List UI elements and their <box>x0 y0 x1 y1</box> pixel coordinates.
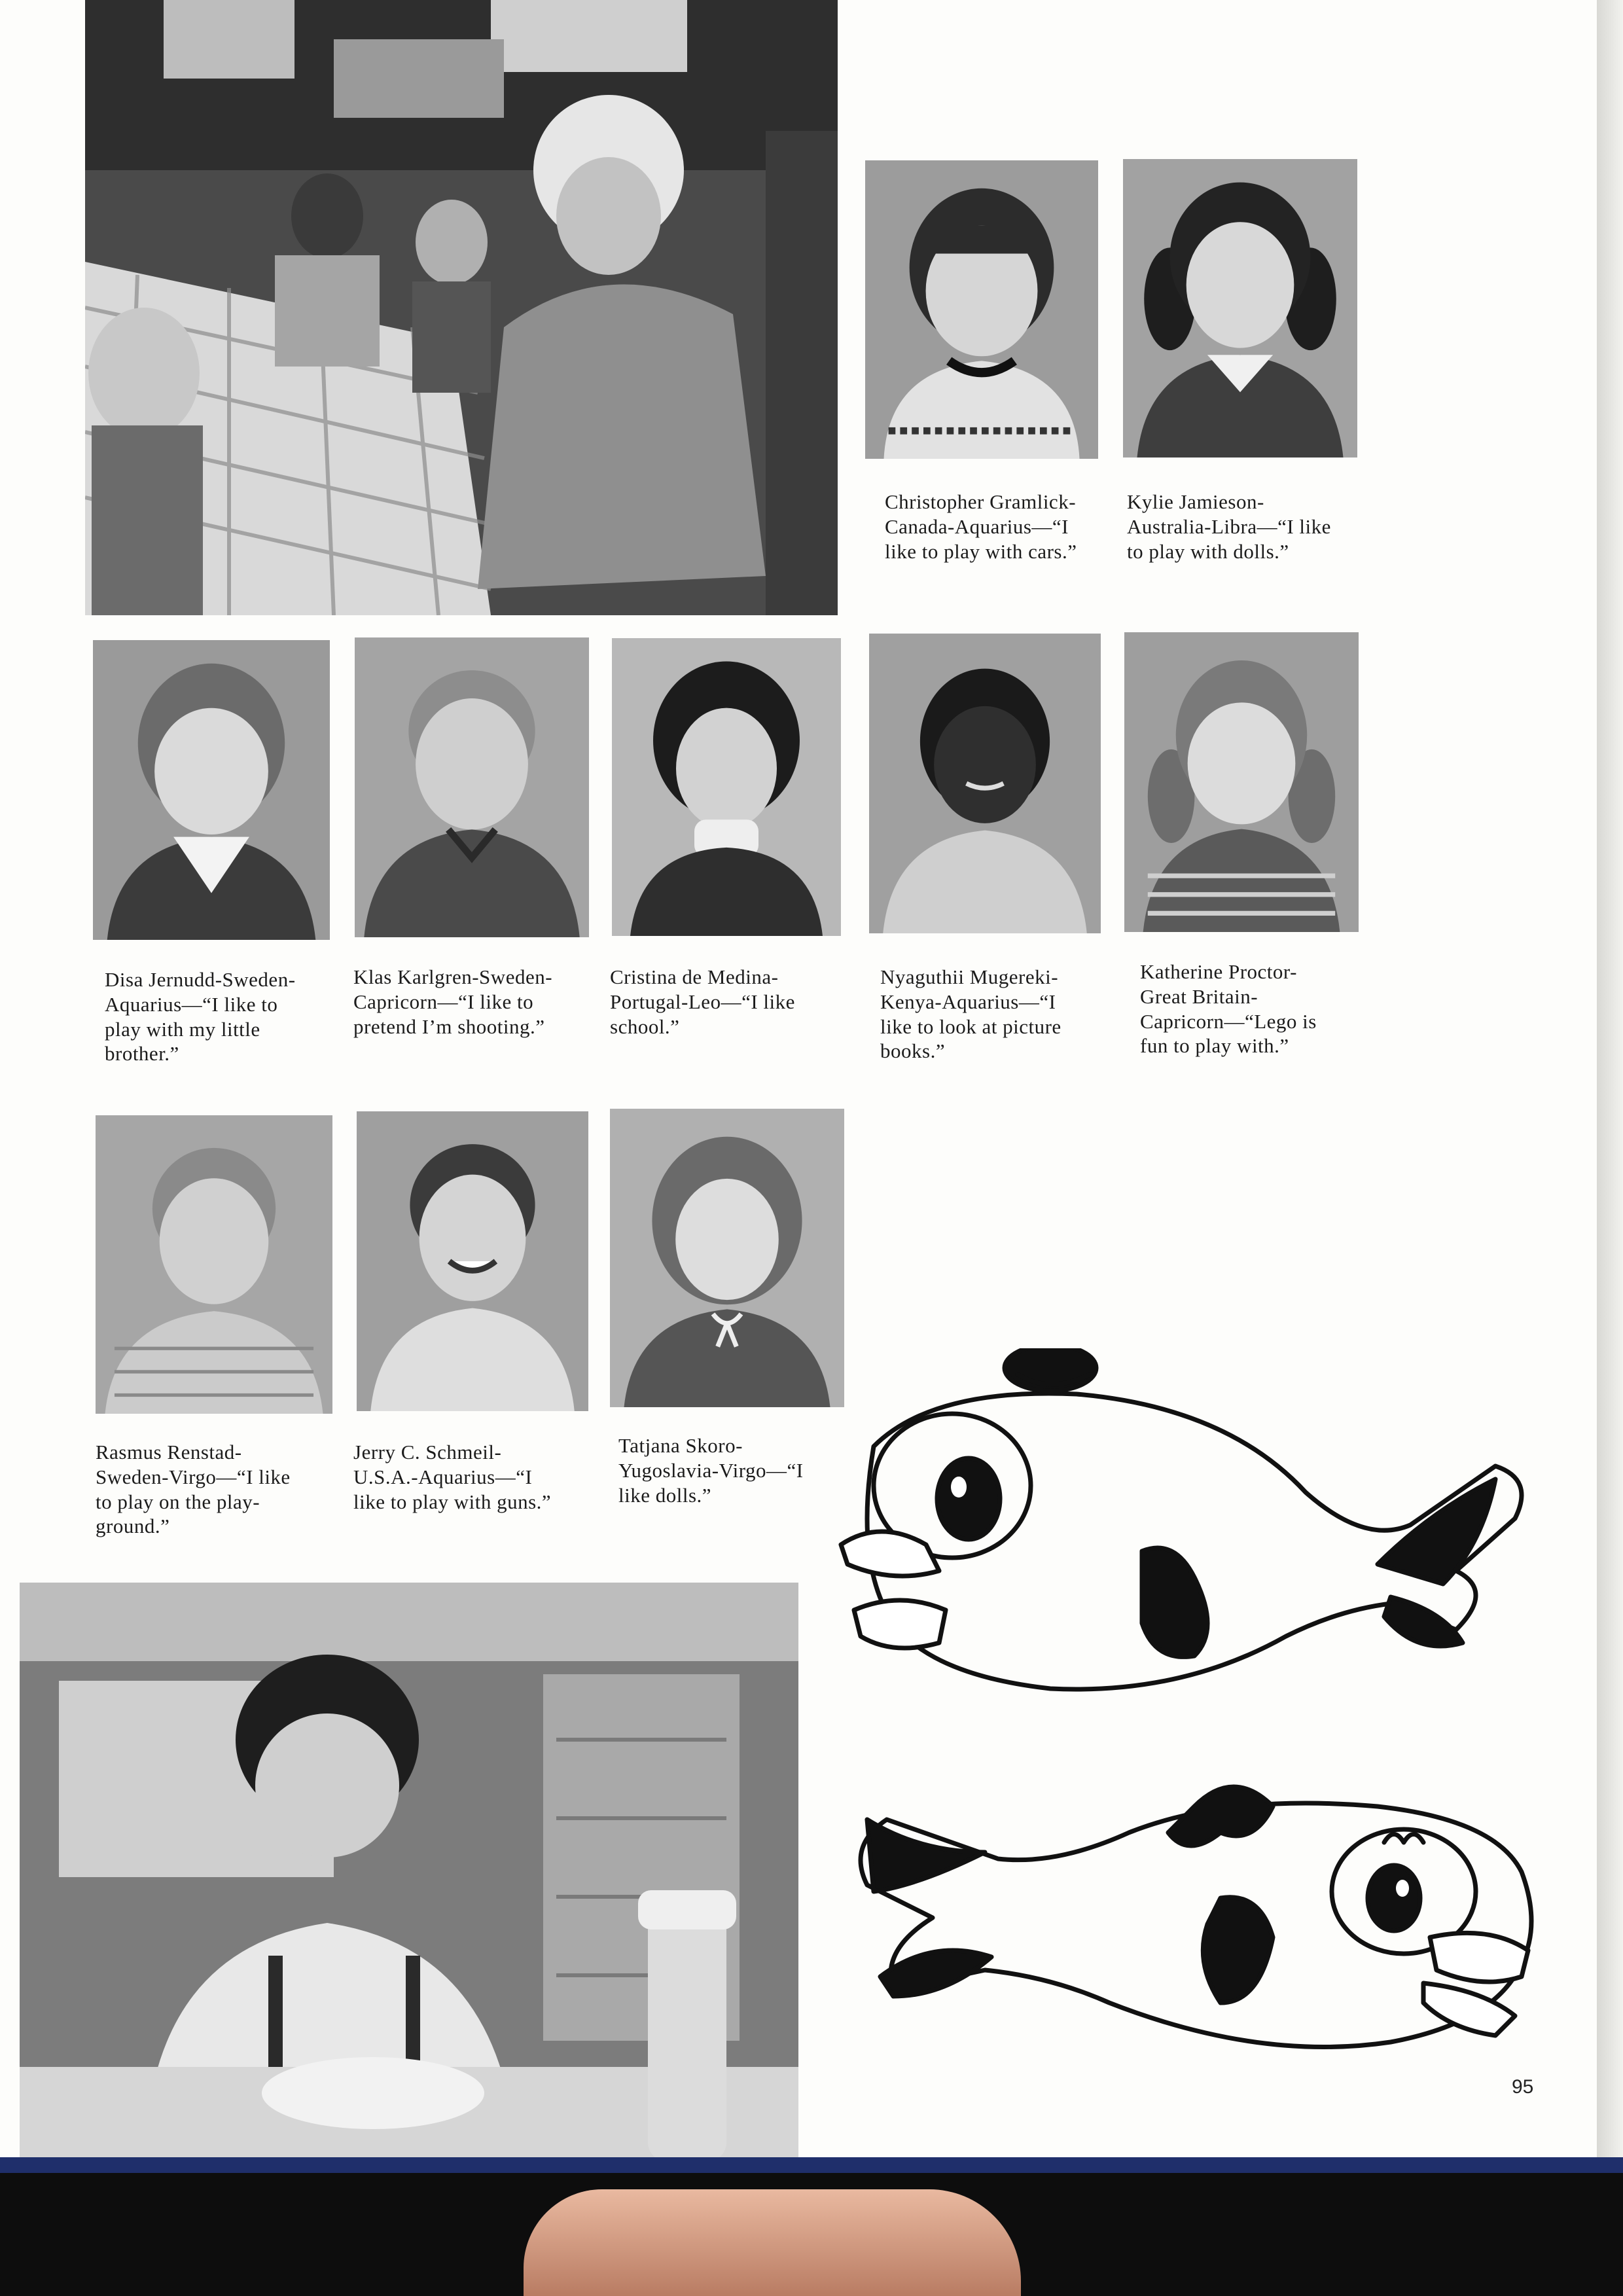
caption-mugereki: Nyaguthii Mugereki- Kenya-Aquarius—“I like to look at picture books.” <box>880 965 1061 1063</box>
portrait-medina <box>612 638 841 936</box>
caption-schmeil: Jerry C. Schmeil- U.S.A.-Aquarius—“I like to play with guns.” <box>353 1441 552 1513</box>
upper-fish <box>841 1348 1522 1689</box>
caption-skoro: Tatjana Skoro- Yugoslavia-Virgo—“I like dolls.” <box>618 1434 804 1507</box>
portrait-renstad <box>96 1115 332 1414</box>
child-eating-photo <box>20 1583 798 2162</box>
portrait-jernudd <box>93 640 330 940</box>
caption-medina: Cristina de Medina- Portugal-Leo—“I like school.” <box>610 965 795 1038</box>
caption-proctor: Katherine Proctor- Great Britain- Capricorn—“Lego is fun to play with.” <box>1140 960 1317 1058</box>
portrait-mugereki <box>869 634 1101 933</box>
caption-renstad: Rasmus Renstad- Sweden-Virgo—“I like to play on the play- ground.” <box>96 1441 291 1538</box>
portrait-karlgren <box>355 637 589 937</box>
caption-jernudd: Disa Jernudd-Sweden- Aquarius—“I like to play with my little brother.” <box>105 968 296 1066</box>
pisces-fish-illustration <box>802 1348 1567 2075</box>
page-bottom-rule <box>0 2157 1623 2173</box>
portrait-gramlick <box>865 160 1098 459</box>
lower-fish <box>861 1787 1531 2047</box>
portrait-proctor <box>1124 632 1359 932</box>
page-number: 95 <box>1512 2076 1534 2098</box>
caption-karlgren: Klas Karlgren-Sweden- Capricorn—“I like to pretend I’m shooting.” <box>353 965 553 1038</box>
classroom-photo <box>85 0 838 615</box>
holding-thumb <box>524 2189 1021 2296</box>
caption-jamieson: Kylie Jamieson- Australia-Libra—“I like to play with dolls.” <box>1127 490 1331 563</box>
portrait-schmeil <box>357 1111 588 1411</box>
portrait-jamieson <box>1123 159 1357 457</box>
caption-gramlick: Christopher Gramlick- Canada-Aquarius—“I like to play with cars.” <box>885 490 1077 563</box>
page-edge-shadow <box>1597 0 1623 2173</box>
